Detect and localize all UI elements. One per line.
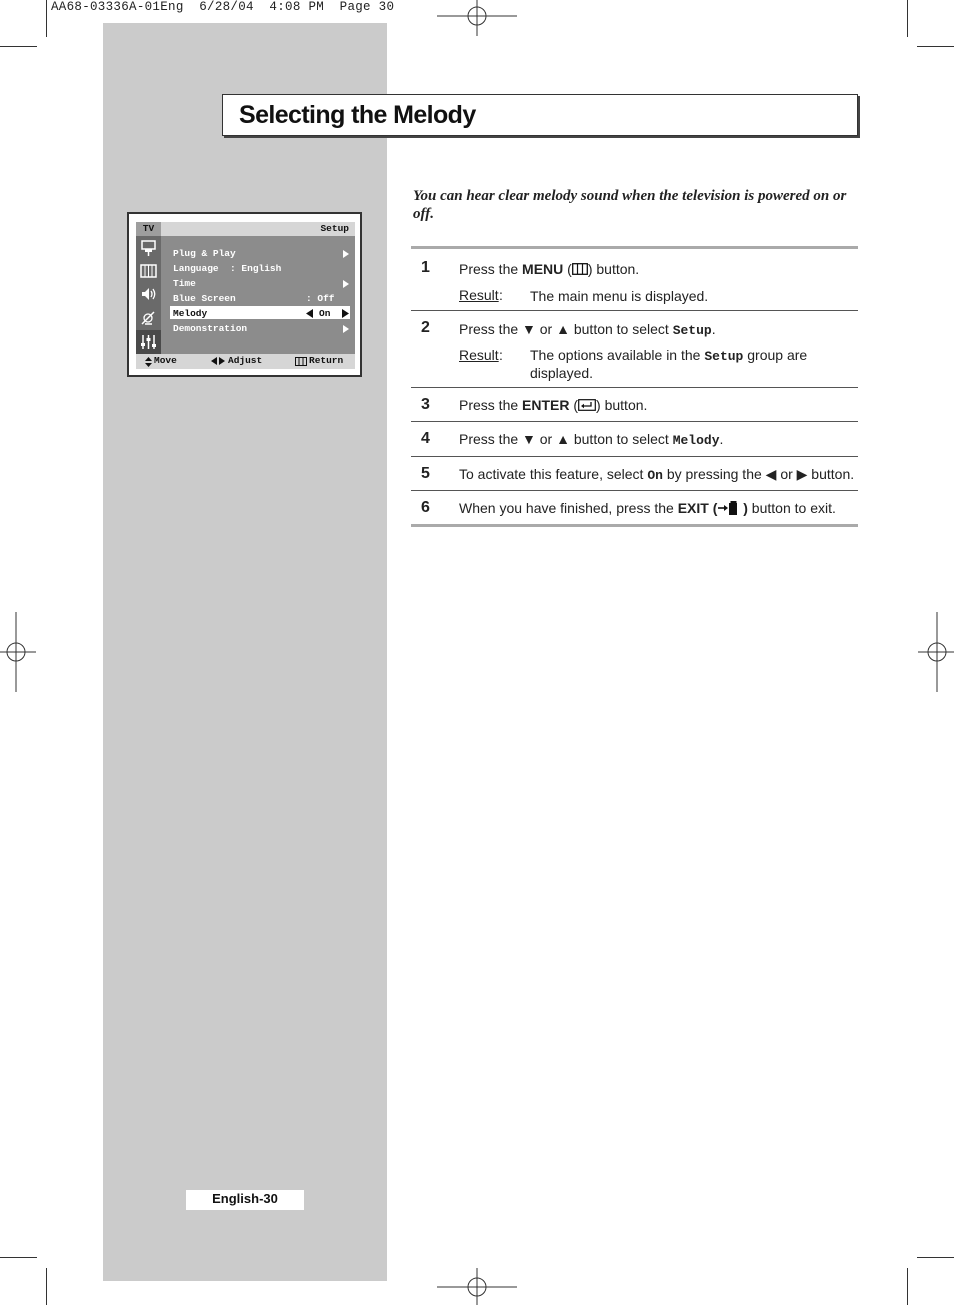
- intro-text: You can hear clear melody sound when the television is powered on or off.: [413, 188, 847, 222]
- step-row: [411, 388, 858, 422]
- osd-footer-return: Return: [309, 355, 344, 366]
- step-text: To activate this feature, select On by pressing the ◀ or ▶ button.: [459, 466, 855, 483]
- step-row: [411, 249, 858, 311]
- step-number: 6: [421, 499, 430, 516]
- exit-icon: [717, 500, 739, 516]
- step-text: Press the ▼ or ▲ button to select Melody.: [459, 431, 724, 448]
- submenu-arrow-icon: [343, 280, 349, 288]
- up-down-arrow-icon: [145, 357, 152, 367]
- step-text: Press the ENTER ( ) button.: [459, 397, 648, 413]
- crop-mark: [46, 0, 47, 37]
- osd-item-plug-and-play[interactable]: Plug & Play: [173, 248, 236, 259]
- result-colon: :: [499, 287, 503, 303]
- osd-title-bar: [136, 222, 355, 236]
- crop-mark: [0, 46, 37, 47]
- result-text: The main menu is displayed.: [530, 288, 709, 304]
- step-text: When you have finished, press the EXIT ( ) button to exit.: [459, 500, 836, 516]
- registration-mark-icon: [437, 0, 517, 36]
- channel-icon: [139, 308, 158, 326]
- step-number: 3: [421, 396, 430, 413]
- submenu-arrow-icon: [343, 250, 349, 258]
- osd-menu-name: Setup: [320, 223, 349, 234]
- picture-icon: [139, 262, 158, 280]
- registration-mark-icon: [0, 612, 36, 692]
- registration-mark-icon: [437, 1268, 517, 1305]
- menu-icon: [572, 263, 588, 275]
- step-row: [411, 491, 858, 524]
- page-title: Selecting the Melody: [239, 101, 476, 129]
- osd-item-time[interactable]: Time: [173, 278, 196, 289]
- crop-mark: [46, 1268, 47, 1305]
- step-number: 5: [421, 465, 430, 482]
- osd-footer: [136, 354, 355, 369]
- step-row: [411, 311, 858, 388]
- result-label: Result: [459, 287, 499, 303]
- crop-mark: [917, 1257, 954, 1258]
- osd-item-blue-screen-value: : Off: [306, 293, 335, 304]
- setup-icon: [139, 333, 158, 351]
- left-arrow-icon: [306, 309, 313, 318]
- result-colon: :: [499, 347, 503, 363]
- osd-item-melody[interactable]: Melody: [173, 308, 208, 319]
- step-text: Press the ▼ or ▲ button to select Setup.: [459, 321, 716, 338]
- registration-mark-icon: [918, 612, 954, 692]
- step-row: [411, 457, 858, 491]
- submenu-arrow-icon: [343, 325, 349, 333]
- osd-footer-move: Move: [154, 355, 177, 366]
- step-text: Press the MENU ( ) button.: [459, 261, 640, 277]
- title-box: [222, 94, 858, 136]
- osd-footer-adjust: Adjust: [228, 355, 263, 366]
- step-number: 2: [421, 319, 430, 336]
- osd-icon-column: [136, 236, 161, 354]
- osd-item-language[interactable]: Language : English: [173, 263, 282, 274]
- left-right-arrow-icon: [211, 357, 225, 365]
- menu-icon: [295, 357, 307, 366]
- step-row: [411, 422, 858, 457]
- print-header: AA68-03336A-01Eng 6/28/04 4:08 PM Page 30: [51, 0, 395, 14]
- crop-mark: [0, 1257, 37, 1258]
- osd-item-blue-screen[interactable]: Blue Screen: [173, 293, 236, 304]
- result-label: Result: [459, 347, 499, 363]
- osd-screen: [127, 212, 362, 377]
- step-number: 1: [421, 259, 430, 276]
- osd-item-melody-value: On: [319, 308, 331, 319]
- step-number: 4: [421, 430, 430, 447]
- result-text: The options available in the Setup group are displayed.: [530, 347, 808, 381]
- page-number: English-30: [186, 1190, 304, 1210]
- crop-mark: [907, 0, 908, 37]
- osd-tv-label: TV: [136, 222, 161, 236]
- sound-icon: [139, 285, 158, 303]
- crop-mark: [907, 1268, 908, 1305]
- osd-menu: [136, 222, 355, 369]
- right-arrow-icon: [342, 309, 349, 318]
- enter-icon: [578, 399, 596, 411]
- input-icon: [139, 239, 158, 257]
- osd-item-demonstration[interactable]: Demonstration: [173, 323, 248, 334]
- crop-mark: [917, 46, 954, 47]
- steps-table: [411, 246, 858, 527]
